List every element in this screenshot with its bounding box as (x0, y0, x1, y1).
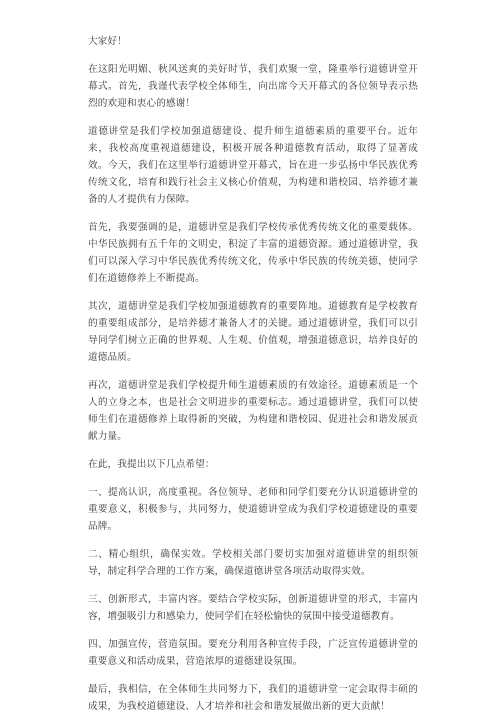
paragraph-platform: 道德讲堂是我们学校加强道德建设、提升师生道德素质的重要平台。近年来，我校高度重视道德建设，积极开展各种道德教育活动，取得了显著成效。今天，我们在这里举行道德讲堂开幕式，旨在进一步弘扬中华民族优秀传统文化，培育和践行社会主义核心价值观，为构建和谐校园、培养德才兼备的人才提供有力保障。 (88, 126, 418, 205)
paragraph-tradition: 首先，我要强调的是，道德讲堂是我们学校传承优秀传统文化的重要载体。中华民族拥有五千年的文明史，积淀了丰富的道德资源。通过道德讲堂，我们可以深入学习中华民族优秀传统文化，传承中华民族的传统美德，使同学们在道德修养上不断提高。 (88, 222, 418, 284)
greeting: 大家好！ (88, 36, 127, 47)
paragraph-hope-3: 三、创新形式，丰富内容。要结合学校实际，创新道德讲堂的形式，丰富内容，增强吸引力和感染力，使同学们在轻松愉快的氛围中接受道德教育。 (88, 594, 418, 622)
paragraph-hope-4: 四、加强宣传，营造氛围。要充分利用各种宣传手段，广泛宣传道德讲堂的重要意义和活动成果，营造浓厚的道德建设氛围。 (88, 639, 418, 667)
paragraph-quality: 再次，道德讲堂是我们学校提升师生道德素质的有效途径。道德素质是一个人的立身之本，也是社会文明进步的重要标志。通过道德讲堂，我们可以使师生们在道德修养上取得新的突破，为构建和谐校园、促进社会和谐发展贡献力量。 (88, 380, 418, 442)
paragraph-hopes-intro: 在此，我提出以下几点希望： (88, 459, 215, 470)
paragraph-hope-1: 一、提高认识，高度重视。各位领导、老师和同学们要充分认识道德讲堂的重要意义，积极参与，共同努力，使道德讲堂成为我们学校道德建设的重要品牌。 (88, 487, 418, 532)
paragraph-hope-2: 二、精心组织，确保实效。学校相关部门要切实加强对道德讲堂的组织领导，制定科学合理的工作方案，确保道德讲堂各项活动取得实效。 (88, 549, 418, 577)
paragraph-education: 其次，道德讲堂是我们学校加强道德教育的重要阵地。道德教育是学校教育的重要组成部分，是培养德才兼备人才的关键。通过道德讲堂，我们可以引导同学们树立正确的世界观、人生观、价值观，增强道德意识，培养良好的道德品质。 (88, 301, 418, 363)
paragraph-welcome: 在这阳光明媚、秋风送爽的美好时节，我们欢聚一堂，隆重举行道德讲堂开幕式。首先，我谨代表学校全体师生，向出席今天开幕式的各位领导表示热烈的欢迎和衷心的感谢！ (88, 64, 418, 109)
speech-body (88, 33, 418, 726)
paragraph-closing: 最后，我相信，在全体师生共同努力下，我们的道德讲堂一定会取得丰硕的成果，为我校道德建设、人才培养和社会和谐发展做出新的更大贡献！ (88, 684, 418, 712)
